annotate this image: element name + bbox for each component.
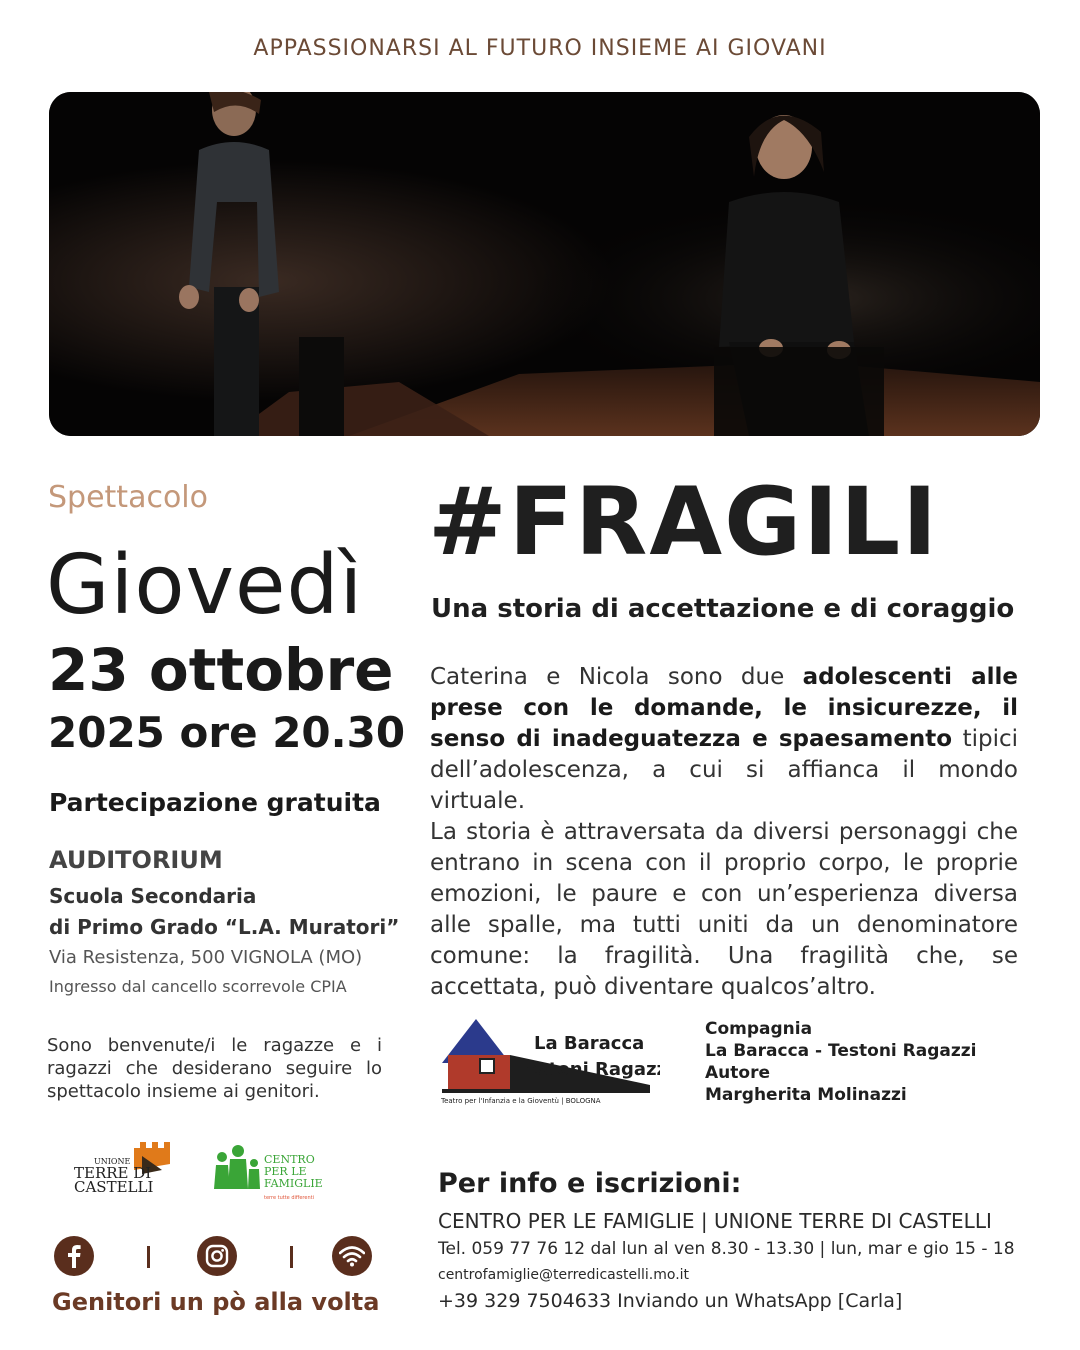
instagram-icon[interactable] (197, 1236, 237, 1276)
stage-photo (49, 92, 1040, 436)
show-description (430, 662, 1018, 1003)
unione-terre-di-castelli-logo (72, 1140, 172, 1198)
wifi-icon[interactable] (332, 1236, 372, 1276)
credits-company: La Baracca - Testoni Ragazzi (705, 1041, 977, 1061)
welcome-text: Sono benvenute/i le ragazze e i ragazzi che desiderano seguire lo spettacolo insieme ai genitori. (47, 1035, 382, 1102)
centro-line1: CENTRO (264, 1153, 315, 1166)
social-divider (147, 1246, 150, 1268)
show-title: #FRAGILI (428, 468, 940, 577)
facebook-icon[interactable] (54, 1236, 94, 1276)
tagline: APPASSIONARSI AL FUTURO INSIEME AI GIOVANI (253, 36, 827, 61)
logo-tagline: Teatro per l'Infanzia e la Gioventù | BOLOGNA (441, 1097, 601, 1105)
description-part2: tipici dell’adolescenza, a cui si affianca il mondo virtuale. (430, 726, 1019, 814)
unione-line3: CASTELLI (74, 1178, 154, 1196)
venue-school-line2: di Primo Grado “L.A. Muratori” (49, 915, 400, 939)
info-organization: CENTRO PER LE FAMIGLIE | UNIONE TERRE DI CASTELLI (438, 1209, 992, 1233)
venue-entrance: Ingresso dal cancello scorrevole CPIA (49, 977, 347, 996)
unione-line2: TERRE DI (74, 1164, 152, 1182)
event-date: 23 ottobre (48, 636, 394, 704)
info-telephone: Tel. 059 77 76 12 dal lun al ven 8.30 - 13.30 | lun, mar e gio 15 - 18 (438, 1239, 1015, 1259)
venue-school-line1: Scuola Secondaria (49, 884, 257, 908)
social-divider (290, 1246, 293, 1268)
centro-per-le-famiglie-logo (212, 1143, 332, 1205)
show-subtitle: Una storia di accettazione e di coraggio (431, 594, 1015, 624)
centro-tagline: terre tutte differenti (264, 1195, 314, 1201)
description-part1: Caterina e Nicola sono due (430, 664, 803, 690)
logo-name-line1: La Baracca (534, 1033, 645, 1054)
logo-name-line2: Testoni Ragazzi (516, 1059, 660, 1080)
description-bold: adolescenti alle prese con le domande, le insicurezze, il senso di inadeguatezza e spaesamento (430, 664, 1018, 752)
info-email-link[interactable]: centrofamiglie@terredicastelli.mo.it (438, 1267, 690, 1283)
participation-label: Partecipazione gratuita (49, 788, 381, 817)
info-whatsapp: +39 329 7504633 Inviando un WhatsApp [Carla] (438, 1290, 903, 1312)
credits-company-label: Compagnia (705, 1019, 813, 1039)
credits (705, 1018, 977, 1106)
centro-line2: PER LE (264, 1165, 307, 1178)
description-paragraph2: La storia è attraversata da diversi personaggi che entrano in scena con il proprio corpo, le proprie emozioni, le paure e con un’esperienza diversa alle spalle, ma tutti uniti da un denominatore comune: la fragilità. Una fragilità che, se accettata, può diventare qualcos’altro. (430, 819, 1018, 1000)
credits-author-label: Autore (705, 1063, 770, 1083)
event-category: Spettacolo (48, 480, 208, 515)
venue-address: Via Resistenza, 500 VIGNOLA (MO) (49, 947, 363, 968)
social-caption: Genitori un pò alla volta (52, 1288, 380, 1316)
unione-line1: UNIONE (94, 1157, 131, 1166)
la-baracca-logo (440, 1015, 660, 1107)
info-title: Per info e iscrizioni: (438, 1168, 742, 1199)
venue-title: AUDITORIUM (49, 846, 223, 874)
event-weekday: Giovedì (46, 538, 364, 633)
credits-author: Margherita Molinazzi (705, 1085, 907, 1105)
event-year-time: 2025 ore 20.30 (48, 708, 406, 757)
centro-line3: FAMIGLIE (264, 1177, 323, 1190)
